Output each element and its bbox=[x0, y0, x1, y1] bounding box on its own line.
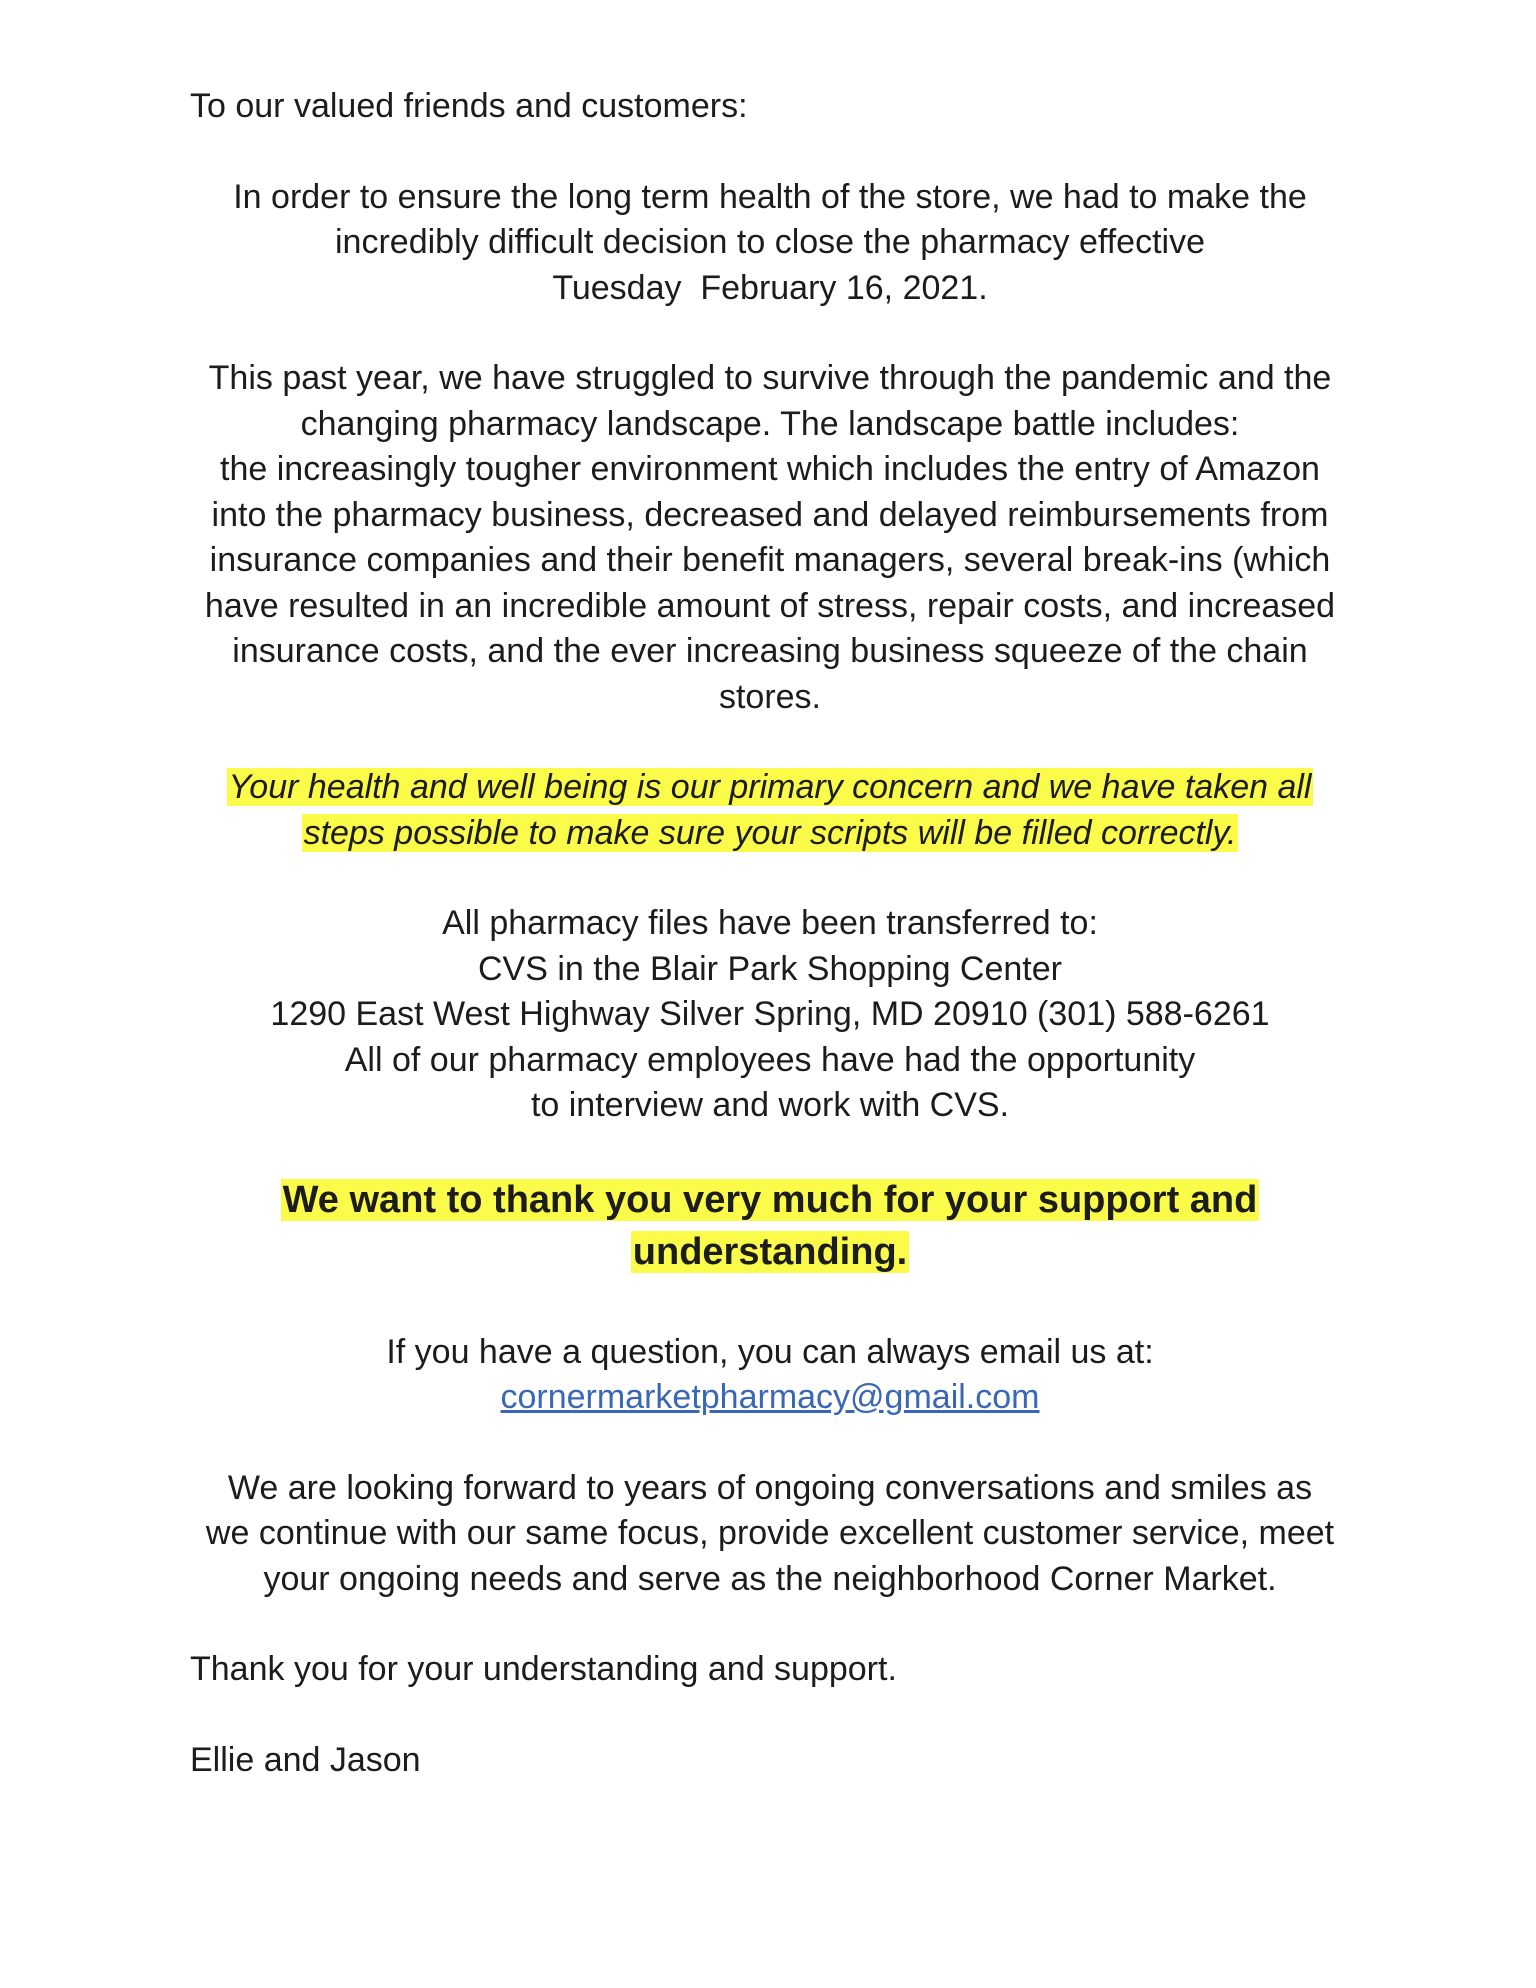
struggle-line: the increasingly tougher environment which includes the entry of Amazon bbox=[220, 450, 1320, 488]
thanks-paragraph bbox=[190, 1174, 1350, 1278]
transfer-paragraph bbox=[190, 901, 1350, 1129]
closure-line: incredibly difficult decision to close the pharmacy effective bbox=[335, 223, 1205, 261]
thanks-highlighted-line: We want to thank you very much for your support and bbox=[282, 1178, 1258, 1221]
struggle-line: into the pharmacy business, decreased and delayed reimbursements from bbox=[211, 495, 1329, 534]
struggle-line: insurance costs, and the ever increasing business squeeze of the chain bbox=[232, 632, 1308, 670]
thanks-highlighted-line: understanding. bbox=[632, 1230, 908, 1273]
transfer-address: 1290 East West Highway Silver Spring, MD 20910 (301) 588-6261 bbox=[270, 995, 1270, 1033]
struggle-paragraph bbox=[190, 356, 1350, 720]
transfer-line: All pharmacy files have been transferred to: bbox=[442, 904, 1098, 942]
struggle-line: have resulted in an incredible amount of stress, repair costs, and increased bbox=[204, 586, 1336, 625]
struggle-line: insurance companies and their benefit managers, several break-ins (which bbox=[209, 541, 1331, 579]
health-highlighted-line: Your health and well being is our primary concern and we have taken all bbox=[228, 768, 1312, 806]
struggle-line: stores. bbox=[718, 677, 822, 716]
future-paragraph bbox=[190, 1466, 1350, 1603]
future-line: your ongoing needs and serve as the neighborhood Corner Market. bbox=[263, 1559, 1277, 1598]
greeting: To our valued friends and customers: bbox=[190, 87, 748, 125]
struggle-line: This past year, we have struggled to survive through the pandemic and the bbox=[208, 359, 1332, 397]
transfer-line: to interview and work with CVS. bbox=[530, 1086, 1010, 1124]
struggle-line: changing pharmacy landscape. The landscape battle includes: bbox=[300, 404, 1240, 443]
signature: Ellie and Jason bbox=[190, 1740, 421, 1779]
contact-paragraph bbox=[190, 1330, 1350, 1421]
transfer-line: All of our pharmacy employees have had the opportunity bbox=[344, 1040, 1196, 1079]
closure-date: Tuesday February 16, 2021. bbox=[552, 268, 988, 307]
closing-line: Thank you for your understanding and support. bbox=[190, 1650, 897, 1688]
contact-line: If you have a question, you can always email us at: bbox=[386, 1332, 1154, 1371]
future-line: we continue with our same focus, provide excellent customer service, meet bbox=[205, 1514, 1335, 1552]
email-link[interactable]: cornermarketpharmacy@gmail.com bbox=[500, 1378, 1040, 1416]
transfer-store-name: CVS in the Blair Park Shopping Center bbox=[478, 949, 1062, 988]
letter-body bbox=[190, 84, 1350, 1783]
closure-paragraph bbox=[190, 175, 1350, 312]
closure-line: In order to ensure the long term health of the store, we had to make the bbox=[233, 177, 1307, 216]
health-paragraph bbox=[190, 765, 1350, 856]
health-highlighted-line: steps possible to make sure your scripts will be filled correctly. bbox=[303, 813, 1237, 852]
future-line: We are looking forward to years of ongoing conversations and smiles as bbox=[227, 1468, 1313, 1507]
